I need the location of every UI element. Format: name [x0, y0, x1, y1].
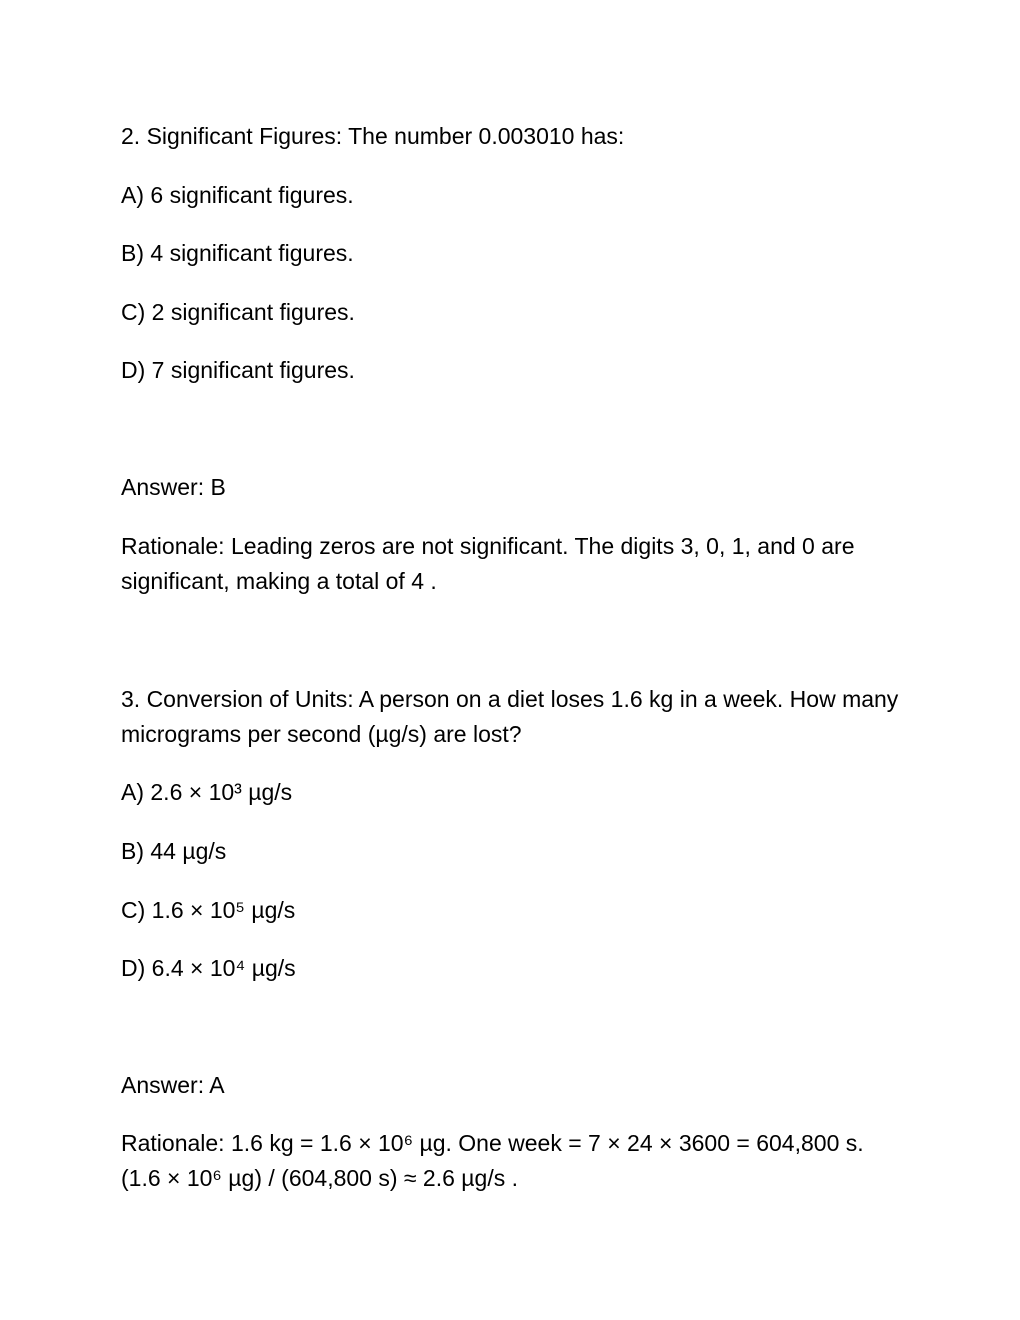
question-2-option-a: A) 6 significant figures.	[121, 182, 354, 208]
question-2-option-b: B) 4 significant figures.	[121, 240, 354, 266]
question-2-option-d: D) 7 significant figures.	[121, 357, 355, 383]
question-2-rationale: Rationale: Leading zeros are not significant. The digits 3, 0, 1, and 0 are significant, making a total of 4 .	[121, 533, 855, 594]
question-3-option-c: C) 1.6 × 10⁵ µg/s	[121, 897, 296, 923]
question-3-answer: Answer: A	[121, 1072, 225, 1098]
question-2-text: 2. Significant Figures: The number 0.003010 has:	[121, 123, 625, 149]
question-2-option-c: C) 2 significant figures.	[121, 299, 355, 325]
question-3-option-b: B) 44 µg/s	[121, 838, 227, 864]
question-2-answer: Answer: B	[121, 474, 226, 500]
question-3-text: 3. Conversion of Units: A person on a diet loses 1.6 kg in a week. How many micrograms per second (µg/s) are lost?	[121, 686, 899, 747]
question-3-option-d: D) 6.4 × 10⁴ µg/s	[121, 955, 296, 981]
question-3-option-a: A) 2.6 × 10³ µg/s	[121, 779, 293, 805]
question-3-rationale: Rationale: 1.6 kg = 1.6 × 10⁶ µg. One week = 7 × 24 × 3600 = 604,800 s. (1.6 × 10⁶ µg) / (604,800 s) ≈ 2.6 µg/s .	[121, 1130, 864, 1191]
